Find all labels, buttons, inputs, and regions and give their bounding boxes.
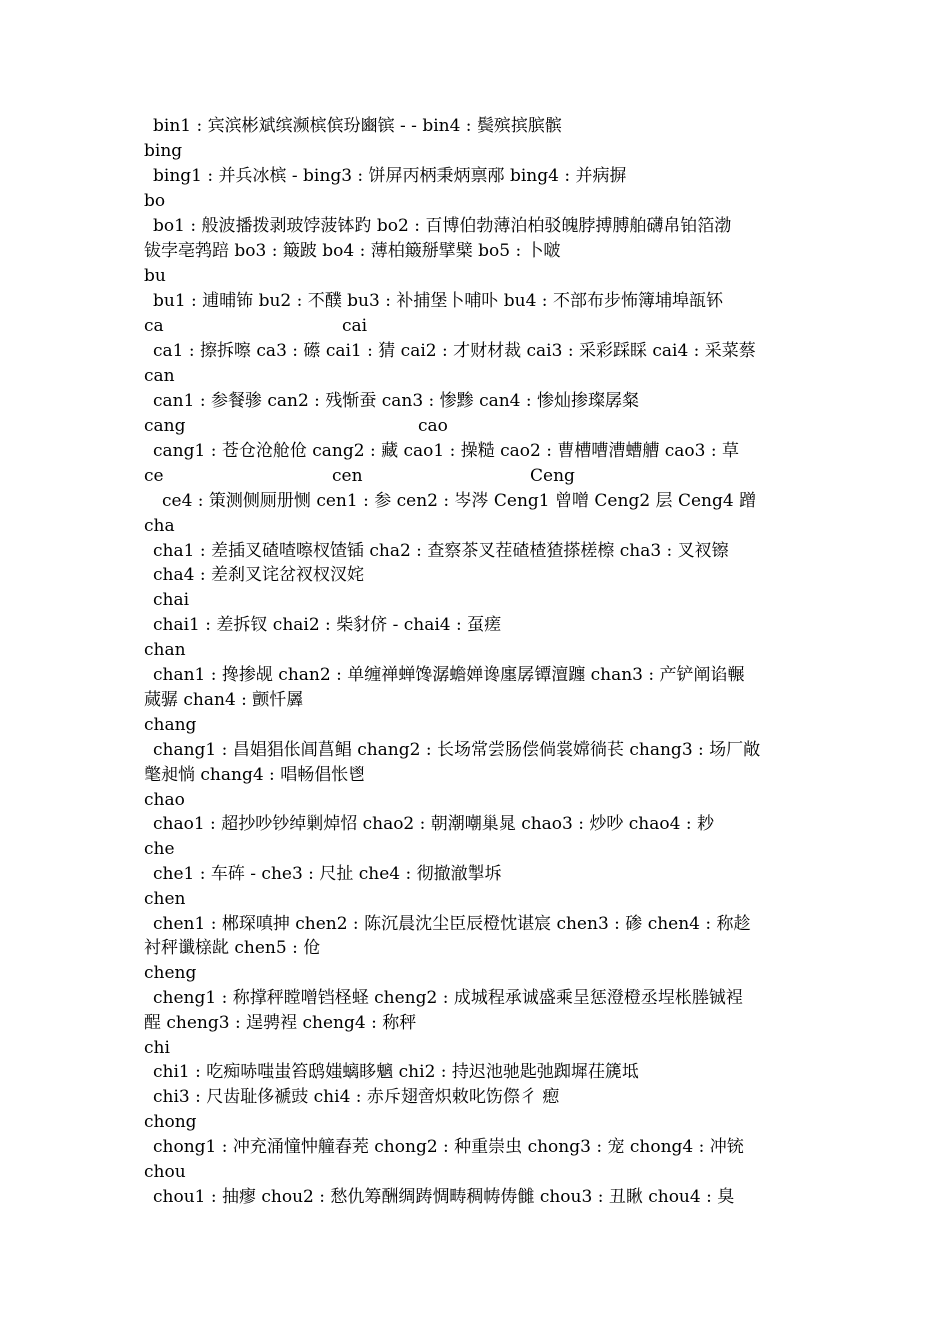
heading-chi: chi [144,1038,170,1058]
entry-bing: bing1 : 并兵冰槟 - bing3 : 饼屏丙柄秉炳禀邴 bing4 : 并病摒 [153,166,627,186]
heading-ca: ca [144,316,164,336]
heading-cang: cang [144,416,186,436]
entry-chang: chang1 : 昌娼猖伥阊菖鲳 chang2 : 长场常尝肠偿倘裳嫦徜苌 chang3 : 场厂敞 [153,740,761,760]
entry-chai: chai1 : 差拆钗 chai2 : 柴豺侪 - chai4 : 虿瘥 [153,615,502,635]
entry-ca-cai: ca1 : 擦拆嚓 ca3 : 礤 cai1 : 猜 cai2 : 才财材裁 cai3 : 采彩踩睬 cai4 : 采菜蔡 [153,341,756,361]
entry-cheng: cheng1 : 称撑秤瞠噌铛柽蛏 cheng2 : 成城程承诚盛乘呈惩澄橙丞埕枨塍铖裎 [153,988,743,1008]
heading-chao: chao [144,790,185,810]
entry-cha: cha1 : 差插叉碴喳嚓杈馇锸 cha2 : 查察茶叉茬碴楂猹搽槎檫 cha3 : 叉衩镲 [153,541,729,561]
entry-chang-continued: 氅昶惝 chang4 : 唱畅倡怅鬯 [144,765,366,785]
entry-che: che1 : 车砗 - che3 : 尺扯 che4 : 彻撤澈掣坼 [153,864,502,884]
entry-chi: chi1 : 吃痴哧嗤蚩笞鸱媸螭眵魑 chi2 : 持迟池驰匙弛踟墀茌篪坻 [153,1062,639,1082]
entry-cheng-continued: 酲 cheng3 : 逞骋裎 cheng4 : 称秤 [144,1013,417,1033]
heading-cai: cai [342,316,368,336]
heading-chai: chai [153,590,190,610]
entry-cha-continued: cha4 : 差刹叉诧岔衩杈汊姹 [153,565,364,585]
heading-chong: chong [144,1112,197,1132]
heading-ceng: Ceng [530,466,575,486]
heading-chou: chou [144,1162,186,1182]
heading-cen: cen [332,466,363,486]
heading-ce: ce [144,466,164,486]
heading-bo: bo [144,191,166,211]
heading-che: che [144,839,175,859]
heading-chang: chang [144,715,197,735]
entry-chou: chou1 : 抽瘳 chou2 : 愁仇筹酬绸踌惆畴稠帱俦雠 chou3 : 丑瞅 chou4 : 臭 [153,1187,735,1207]
entry-chen: chen1 : 郴琛嗔抻 chen2 : 陈沉晨沈尘臣辰橙忱谌宸 chen3 : 碜 chen4 : 称趁 [153,914,751,934]
heading-chen: chen [144,889,186,909]
entry-chan: chan1 : 搀掺觇 chan2 : 单缠禅蝉馋潺蟾婵谗廛孱镡澶躔 chan3 : 产铲阐谄冁 [153,665,745,685]
entry-bo-continued: 钹孛亳鹁踣 bo3 : 簸跛 bo4 : 薄柏簸掰擘檗 bo5 : 卜啵 [144,241,561,261]
entry-bu: bu1 : 逋晡钸 bu2 : 不醭 bu3 : 补捕堡卜哺卟 bu4 : 不部布步怖簿埔埠瓿钚 [153,291,723,311]
entry-chong: chong1 : 冲充涌憧忡艟舂茺 chong2 : 种重崇虫 chong3 : 宠 chong4 : 冲铳 [153,1137,744,1157]
heading-bu: bu [144,266,166,286]
entry-bo: bo1 : 般波播拨剥玻饽菠钵趵 bo2 : 百博伯勃薄泊柏驳魄脖搏膊舶礴帛铂箔渤 [153,216,732,236]
entry-chen-continued: 衬秤谶榇龀 chen5 : 伧 [144,938,321,958]
entry-ce-cen-ceng: ce4 : 策测侧厕册恻 cen1 : 参 cen2 : 岑涔 Ceng1 曾噌 Ceng2 层 Ceng4 蹭 [162,491,757,511]
heading-cheng: cheng [144,963,197,983]
entry-chan-continued: 蒇骣 chan4 : 颤忏羼 [144,690,304,710]
entry-chao: chao1 : 超抄吵钞绰剿焯怊 chao2 : 朝潮嘲巢晁 chao3 : 炒吵 chao4 : 耖 [153,814,714,834]
entry-can: can1 : 参餐骖 can2 : 残惭蚕 can3 : 惨黪 can4 : 惨灿掺璨孱粲 [153,391,640,411]
entry-chi-continued: chi3 : 尺齿耻侈褫豉 chi4 : 赤斥翅啻炽敕叱饬傺彳 瘛 [153,1087,560,1107]
heading-can: can [144,366,175,386]
heading-chan: chan [144,640,186,660]
heading-cao: cao [418,416,448,436]
entry-cang-cao: cang1 : 苍仓沧舱伧 cang2 : 藏 cao1 : 操糙 cao2 : 曹槽嘈漕螬艚 cao3 : 草 [153,441,740,461]
heading-cha: cha [144,516,175,536]
heading-bing: bing [144,141,183,161]
entry-bin: bin1 : 宾滨彬斌缤濒槟傧玢豳镔 - - bin4 : 鬓殡摈膑髌 [153,116,562,136]
